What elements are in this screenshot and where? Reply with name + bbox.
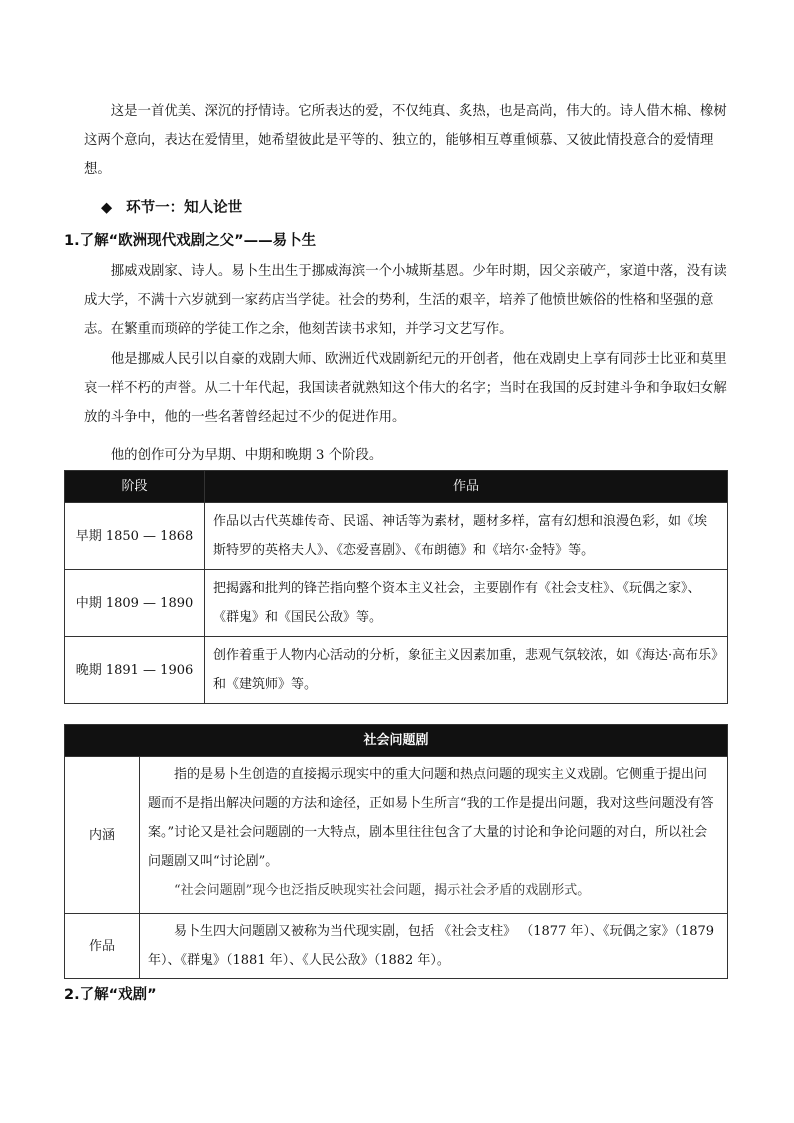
stage-cell: 晚期 1891 — 1906: [65, 637, 205, 704]
bio-paragraph-1: 挪威戏剧家、诗人。易卜生出生于挪威海滨一个小城斯基恩。少年时期，因父亲破产，家道中落，没有读成大学，不满十六岁就到一家药店当学徒。社会的势利，生活的艰辛，培养了他愤世嫉俗的性格和坚强的意志。在繁重而琐碎的学徒工作之余，他刻苦读书求知，并学习文艺写作。: [84, 264, 727, 337]
row-content: [140, 757, 728, 914]
section-heading: [101, 196, 242, 217]
works-cell: 创作着重于人物内心活动的分析，象征主义因素加重，悲观气氛较浓，如《海达·高布乐》和《建筑师》等。: [205, 637, 728, 704]
table-row: [65, 503, 728, 570]
works-cell: 把揭露和批判的锋芒指向整个资本主义社会，主要剧作有《社会支柱》、《玩偶之家》、《群鬼》和《国民公敌》等。: [205, 570, 728, 637]
diamond-bullet-icon: ◆: [101, 200, 113, 216]
row-label: 内涵: [65, 757, 140, 914]
header-works: 作品: [205, 471, 728, 503]
social-table-title: 社会问题剧: [65, 725, 728, 757]
stages-table: [64, 470, 728, 704]
table-row: [65, 570, 728, 637]
table-row: [65, 914, 728, 979]
bio-paragraph-2: 他是挪威人民引以自豪的戏剧大师、欧洲近代戏剧新纪元的开创者，他在戏剧史上享有同莎士比亚和莫里哀一样不朽的声誉。从二十年代起，我国读者就熟知这个伟大的名字；当时在我国的反封建斗争和争取妇女解放的斗争中，他的一些名著曾经起过不少的促进作用。: [84, 352, 727, 425]
row-content: [140, 914, 728, 979]
definition-text: 指的是易卜生创造的直接揭示现实中的重大问题和热点问题的现实主义戏剧。它侧重于提出问题而不是指出解决问题的方法和途径，正如易卜生所言“我的工作是提出问题，我对这些问题没有答案。”讨论又是社会问题剧的一大特点，剧本里往往包含了大量的讨论和争论问题的对白，所以社会问题剧又叫“讨论剧”。: [148, 767, 714, 869]
header-stage: 阶段: [65, 471, 205, 503]
table-row: [65, 757, 728, 914]
works-cell: 作品以古代英雄传奇、民谣、神话等为素材，题材多样，富有幻想和浪漫色彩，如《埃斯特罗的英格夫人》、《恋爱喜剧》、《布朗德》和《培尔·金特》等。: [205, 503, 728, 570]
works-text: 易卜生四大问题剧又被称为当代现实剧，包括 《社会支柱》 （1877 年）、《玩偶之家》（1879 年）、《群鬼》（1881 年）、《人民公敌》（1882 年）。: [148, 924, 715, 968]
table-row: [65, 637, 728, 704]
subheading-ibsen: 1.了解“欧洲现代戏剧之父”——易卜生: [64, 233, 317, 249]
stage-cell: 中期 1809 — 1890: [65, 570, 205, 637]
subheading-drama: 2.了解“戏剧”: [64, 987, 157, 1003]
table-header-row: [65, 471, 728, 503]
bio-paragraph-3: 他的创作可分为早期、中期和晚期 3 个阶段。: [110, 448, 383, 463]
intro-paragraph: 这是一首优美、深沉的抒情诗。它所表达的爱，不仅纯真、炙热，也是高尚，伟大的。诗人借木棉、橡树这两个意向，表达在爱情里，她希望彼此是平等的、独立的，能够相互尊重倾慕、又彼此情投意合的爱情理想。: [84, 104, 727, 177]
table-header-row: [65, 725, 728, 757]
stage-cell: 早期 1850 — 1868: [65, 503, 205, 570]
section-title: 环节一：知人论世: [126, 200, 243, 216]
row-label: 作品: [65, 914, 140, 979]
definition-note: “社会问题剧”现今也泛指反映现实社会问题，揭示社会矛盾的戏剧形式。: [174, 883, 591, 898]
social-problem-table: [64, 724, 728, 979]
